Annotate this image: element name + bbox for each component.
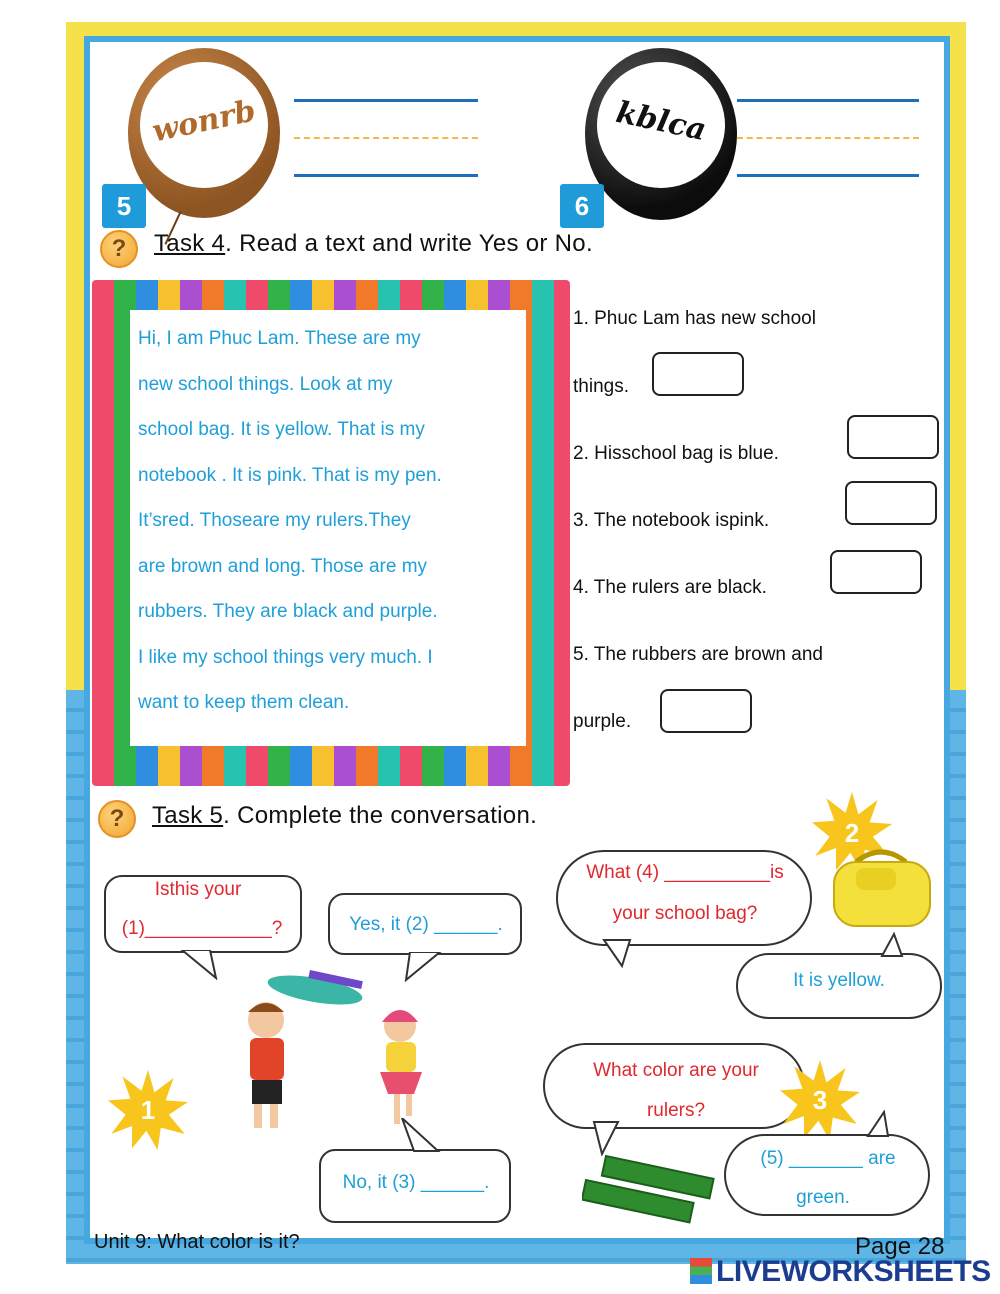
question-5-text: 5. The rubbers are brown and (573, 644, 823, 665)
number-badge-6: 6 (560, 184, 604, 228)
answer-box-4[interactable] (830, 550, 922, 594)
scrambled-word-5: wonrb (149, 93, 259, 150)
bubble-5-tail (880, 932, 910, 958)
bubble-3-tail (398, 1118, 448, 1152)
story-line: notebook . It is pink. That is my pen. (138, 464, 442, 486)
bubble-4-line2: your school bag? (612, 903, 758, 924)
bubble-2-text[interactable]: Yes, it (2) ______. (349, 914, 503, 935)
story-line: I like my school things very much. I (138, 646, 433, 668)
task5-title (152, 802, 537, 830)
answer-line-5-bottom (294, 174, 478, 177)
star-number-3: 3 (812, 1085, 828, 1115)
answer-line-5-mid (294, 137, 478, 139)
answer-box-3[interactable] (845, 481, 937, 525)
task5-label: Task 5 (152, 802, 224, 829)
black-balloon (585, 48, 737, 220)
task4-label: Task 4 (154, 230, 226, 257)
liveworksheets-logo-icon (690, 1258, 712, 1284)
bubble-4-tail (600, 938, 640, 968)
liveworksheets-brand[interactable]: LIVEWORKSHEETS (716, 1255, 991, 1288)
bubble-1-tail (180, 950, 230, 980)
unit-title: Unit 9: What color is it? (94, 1231, 300, 1253)
answer-box-2[interactable] (847, 415, 939, 459)
question-1-text: 1. Phuc Lam has new school (573, 308, 816, 329)
answer-box-5[interactable] (660, 689, 752, 733)
bubble-1-line2[interactable]: (1)____________? (121, 918, 283, 939)
answer-line-6-mid (737, 137, 919, 139)
task4-title (154, 230, 593, 258)
balloon-face (597, 62, 725, 188)
bubble-4-line1[interactable]: What (4) __________is (586, 862, 784, 883)
bubble-3-text[interactable]: No, it (3) ______. (342, 1172, 490, 1193)
bubble-7-tail (866, 1110, 896, 1138)
answer-line-6-top (737, 99, 919, 102)
question-4-text: 4. The rulers are black. (573, 577, 767, 598)
bubble-7-line2: green. (796, 1187, 850, 1208)
number-badge-5: 5 (102, 184, 146, 228)
answer-line-6-bottom (737, 174, 919, 177)
story-line: are brown and long. Those are my (138, 555, 428, 577)
story-line: It’sred. Thoseare my rulers.They (138, 510, 411, 531)
question-mark-icon: ? (100, 230, 138, 268)
answer-box-1[interactable] (652, 352, 744, 396)
task4-instruction: . Read a text and write Yes or No. (225, 230, 593, 257)
bubble-7-line1[interactable]: (5) _______ are (760, 1148, 896, 1169)
answer-line-5-top (294, 99, 478, 102)
page-number: Page 28 (855, 1233, 945, 1260)
bubble-5-text: It is yellow. (793, 970, 885, 991)
question-5-text-cont: purple. (573, 711, 632, 732)
yellow-school-bag-icon (826, 842, 936, 932)
bubble-6-line1: What color are your (593, 1060, 759, 1081)
story-line: Hi, I am Phuc Lam. These are my (138, 328, 421, 349)
scrambled-word-6: kblca (612, 94, 710, 149)
story-line: school bag. It is yellow. That is my (138, 419, 425, 440)
balloon-face (140, 62, 268, 188)
star-number-2: 2 (844, 818, 860, 848)
question-1-text-cont: things. (573, 376, 629, 397)
story-line: want to keep them clean. (138, 692, 350, 713)
question-mark-icon: ? (98, 800, 136, 838)
task5-instruction: . Complete the conversation. (223, 802, 538, 829)
story-line: rubbers. They are black and purple. (138, 601, 438, 622)
bubble-1-line1: Isthis your (154, 879, 242, 900)
story-text (138, 316, 524, 726)
star-number-1: 1 (140, 1095, 156, 1125)
story-line: new school things. Look at my (138, 373, 393, 395)
question-2-text: 2. Hisschool bag is blue. (573, 443, 779, 464)
bubble-6-line2: rulers? (646, 1100, 706, 1121)
green-rulers-icon (582, 1150, 722, 1230)
question-3-text: 3. The notebook ispink. (573, 510, 770, 531)
brown-balloon (128, 48, 280, 218)
